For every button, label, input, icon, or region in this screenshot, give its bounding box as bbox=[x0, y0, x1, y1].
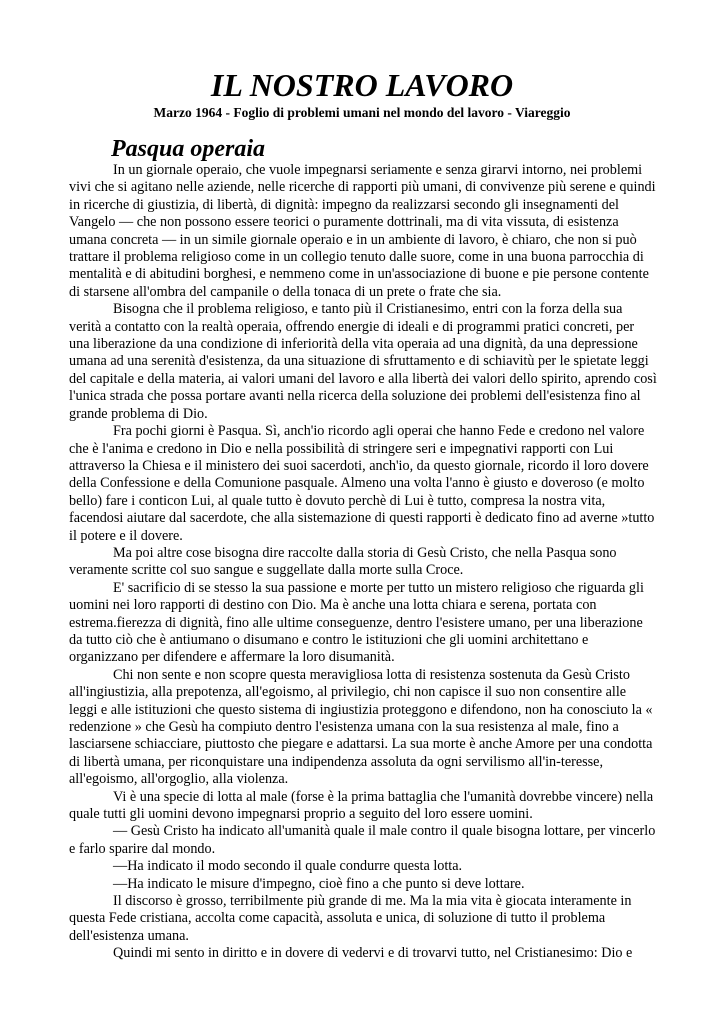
paragraph: — Gesù Cristo ha indicato all'umanità quale il male contro il quale bisogna lottare, per vincerlo e farlo sparire dal mondo. bbox=[69, 823, 656, 857]
page-subtitle: Marzo 1964 - Foglio di problemi umani nel mondo del lavoro - Viareggio bbox=[153, 105, 571, 120]
paragraph: Ma poi altre cose bisogna dire raccolte dalla storia di Gesù Cristo, che nella Pasqua sono veramente scritte col suo sangue e suggellate dalla morte sulla Croce. bbox=[69, 544, 617, 579]
paragraph: Il discorso è grosso, terribilmente più grande di me. Ma la mia vita è giocata interamente in questa Fede cristiana, accolta come capacità, assoluta e unica, di soluzione di tutto il problema dell'esistenza umana. bbox=[69, 893, 632, 944]
article-heading: Pasqua operaia bbox=[111, 136, 266, 162]
paragraph: Fra pochi giorni è Pasqua. Sì, anch'io ricordo agli operai che hanno Fede e credono nel valore che è l'anima e credono in Dio e nella possibilità di stringere seri e impegnativi rapporti con Lui attraverso la Chiesa e il ministero dei suoi sacerdoti, anch'io, da questo giornale, ricordo il loro dovere della Confessione e della Comunione pasquale. Almeno una volta l'anno è giusto e doveroso (e molto bello) fare i conticon Lui, al quale tutto è dovuto perchè di Lui è tutto, compresa la nostra vita, facendosi aiutare dal sacerdote, che alla sistemazione di questi rapporti è dedicato fino ad averne »tutto il potere e il dovere. bbox=[69, 423, 655, 544]
article-body bbox=[69, 162, 657, 963]
paragraph: —Ha indicato le misure d'impegno, cioè fino a che punto si deve lottare. bbox=[113, 875, 525, 892]
paragraph: In un giornale operaio, che vuole impegnarsi seriamente e senza girarvi intorno, nei problemi vivi che si agitano nelle aziende, nelle ricerche di rapporti più umani, di convivenze più serene e quindi in ricerche di giustizia, di libertà, di dignità: impegno da realizzarsi secondo gli insegnamenti del Vangelo — che non possono essere teorici o puramente dottrinali, ma di vita vissuta, di esistenza umana concreta — in un simile giornale operaio e in un ambiente di lavoro, è chiaro, che non si può trattare il problema religioso come in un collegio tenuto dalle suore, come in una buona parrocchia di mentalità e di abitudini borghesi, e nemmeno come in un'associazione di buone e pie persone contente di starsene all'ombra del campanile o della tonaca di un prete o frate che sia. bbox=[69, 162, 656, 300]
page-title: IL NOSTRO LAVORO bbox=[210, 67, 514, 103]
paragraph: Quindi mi sento in diritto e in dovere di vedervi e di trovarvi tutto, nel Cristianesimo: Dio e bbox=[113, 945, 633, 962]
paragraph: Bisogna che il problema religioso, e tanto più il Cristianesimo, entri con la forza della sua verità a contatto con la realtà operaia, offrendo energie di ideali e di programmi pratici concreti, per una liberazione da una condizione di inferiorità della vita operaia ad una dignità, da una depressione umana ad una serenità d'esistenza, da una situazione di sfruttamento e di schiavitù per le spietate leggi del capitale e della materia, ai valori umani del lavoro e alla libertà dei valori dello spirito, aprendo così l'unica strada che possa portare avanti nella ricerca della soluzione dei problemi dell'esistenza fino al grande problema di Dio. bbox=[69, 301, 657, 422]
paragraph: —Ha indicato il modo secondo il quale condurre questa lotta. bbox=[113, 858, 463, 875]
paragraph: Chi non sente e non scopre questa meravigliosa lotta di resistenza sostenuta da Gesù Cristo all'ingiustizia, alla prepotenza, all'egoismo, al privilegio, chi non capisce il suo non consentire alle leggi e alle istituzioni che questo sistema di ingiustizia proteggono e difendono, non ha conosciuto la « redenzione » che Gesù ha compiuto dentro l'esistenza umana con la sua resistenza al male, fino a lasciarsene schiacciare, piuttosto che piegare e adattarsi. La sua morte è anche Amore per una condotta di libertà umana, per riconquistare una indipendenza assoluta da ogni servilismo all'in-teresse, all'egoismo, all'orgoglio, alla violenza. bbox=[69, 666, 653, 788]
paragraph: E' sacrificio di se stesso la sua passione e morte per tutto un mistero religioso che riguarda gli uomini nei loro rapporti di destino con Dio. Ma è anche una lotta chiara e serena, portata con estrema.fierezza di dignità, fino alle ultime conseguenze, dentro l'esistere umano, per una liberazione da tutto ciò che è antiumano o disumano e contro le istituzioni che gli uomini architettano e organizzano per difendere e affermare la loro disumanità. bbox=[69, 579, 644, 666]
paragraph: Vi è una specie di lotta al male (forse è la prima battaglia che l'umanità dovrebbe vincere) nella quale tutti gli uomini devono impegnarsi proprio a seguito del loro essere uomini. bbox=[69, 788, 654, 823]
